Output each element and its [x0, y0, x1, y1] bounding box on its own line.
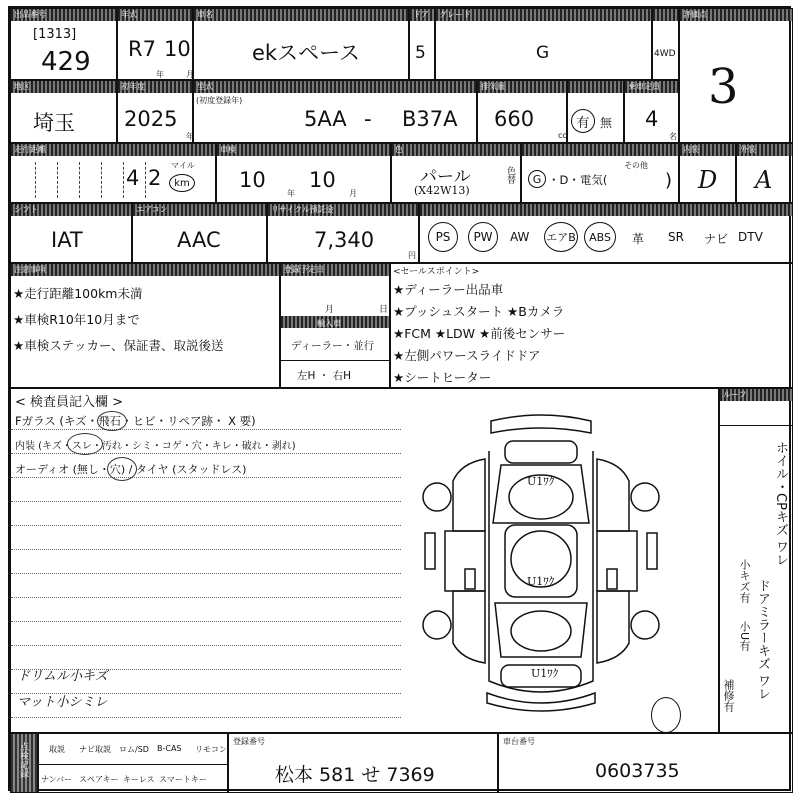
sales-header: <セールスポイント> [393, 267, 480, 277]
recycle-cell: リサイクル預託金 7,340 円 [267, 203, 419, 263]
lot-number: 429 [41, 47, 91, 77]
year-era: R7 [128, 37, 156, 61]
fuel-gasoline-circled: G [528, 170, 546, 188]
drive-type: 4WD [654, 49, 676, 59]
sales-line: ★ディーラー出品車 [393, 282, 504, 297]
displacement: 660 [494, 107, 535, 131]
damage-mark-roof: U1ﾜｸ [527, 575, 555, 588]
shift-cell [10, 203, 132, 263]
recycle-fee: 7,340 [314, 228, 375, 252]
inspector-line-audio: オーディオ (無し・穴) / タイヤ (スタッドレス) [15, 463, 247, 476]
shaken-header: 車検 [217, 144, 390, 156]
footer-inspection-cell [10, 733, 38, 793]
bracket-number: [1313] [33, 27, 77, 42]
color-cell [391, 143, 521, 203]
plate-cell [228, 733, 498, 793]
seats-header: 乗車定員 [625, 81, 678, 93]
notes-header: 注意事項 [11, 264, 279, 276]
year-month: 10 [164, 37, 191, 61]
km-unit-circled: km [169, 174, 195, 192]
color-header: 色 [392, 144, 520, 156]
seats-cell: 乗車定員 4 名 [624, 80, 679, 143]
model-year-cell [117, 8, 193, 80]
prefecture: 埼玉 [33, 111, 75, 135]
ac-header: エアコン [133, 204, 266, 216]
doors-count: 5 [415, 43, 426, 63]
registration-cell: 登録予定日 月 日 輸入車 ディーラー・並行 左H ・ 右H [280, 263, 390, 388]
turbo-cell [567, 80, 624, 143]
model-code-header: 型式 [194, 81, 476, 93]
equip-sunroof: SR [668, 230, 684, 244]
first-reg-header: 初年度 [118, 81, 192, 93]
fuel-other: その他 [624, 161, 648, 170]
shift-value: IAT [51, 228, 83, 252]
recycle-header: リサイクル預託金 [268, 204, 418, 216]
inspection-record-label: 点検記録 [18, 742, 28, 778]
shaken-year: 10 [239, 168, 266, 192]
interior-header: 内装 [680, 144, 735, 156]
mileage-cell [10, 143, 216, 203]
evaluation-score: 3 [708, 59, 739, 115]
model-name-header: 車名 [194, 9, 408, 21]
exterior-score-cell [736, 143, 793, 203]
footer-items-cell: 取説 ナビ取説 ロム/SD B-CAS リモコン ナンバー スペアキー キーレス スマートキー [38, 733, 228, 793]
sales-line: ★シートヒーター [393, 370, 492, 385]
fuel-cell: G ・D・電気( その他 ) [521, 143, 679, 203]
shaken-cell: 車検 10 年 10 月 [216, 143, 391, 203]
equip-pw: PW [468, 222, 498, 252]
mileage-digit-1: 4 [126, 166, 140, 190]
model-year-header: 年式 [118, 9, 192, 21]
import-header: 輸入車 [317, 319, 341, 328]
grade-value: G [536, 43, 550, 63]
note-line: ★車検R10年10月まで [13, 312, 140, 327]
circle-mark-chip [97, 411, 127, 431]
lot-number-cell [10, 8, 117, 80]
interior-score-cell [679, 143, 736, 203]
first-reg-note: (初度登録年) [196, 96, 243, 105]
equip-navi: ナビ [704, 232, 729, 246]
month-suffix: 月 [186, 70, 194, 79]
inspector-line-interior: 内装 (キズ・スレ・汚れ・シミ・コゲ・穴・キレ・破れ・剥れ) [15, 441, 296, 452]
legend-small-scratch: 小キズ有 [738, 559, 751, 603]
legend-wheel: ホイル・CPキズ ワレ [773, 441, 788, 567]
model-code: B37A [402, 107, 458, 131]
mileage-header: 走行距離 [11, 144, 215, 156]
handwritten-note-2: マット小シミレ [17, 695, 108, 710]
shaken-month: 10 [309, 168, 336, 192]
equip-ps: PS [428, 222, 458, 252]
exterior-header: 外装 [737, 144, 792, 156]
displacement-cell [477, 80, 567, 143]
color-code: (X42W13) [414, 184, 470, 197]
first-reg-cell: 初年度 2025 年 [117, 80, 193, 143]
equip-abs: ABS [584, 222, 616, 252]
fuel-options: ・D・電気( [548, 173, 608, 187]
equipment-cell [419, 203, 793, 263]
first-reg-year: 2025 [124, 107, 178, 131]
equip-airbag: エアB [544, 222, 578, 252]
notes-cell [10, 263, 280, 388]
inspector-title: < 検査員記入欄 > [15, 395, 124, 410]
chassis-number: 0603735 [595, 760, 680, 782]
import-type: ディーラー・並行 [291, 340, 375, 352]
damage-mark-rear: U1ﾜｸ [531, 667, 559, 680]
damage-mark-hood: U1ﾜｸ [527, 475, 555, 488]
chassis-label: 車台番号 [503, 737, 535, 746]
circle-mark-scratch [67, 433, 103, 455]
color-name: パール [420, 167, 471, 187]
sales-line: ★プッシュスタート ★Bカメラ [393, 304, 565, 319]
score-header: 評価点 [680, 9, 792, 21]
lot-number-header: 出品番号 [11, 9, 116, 21]
exterior-score: A [755, 166, 773, 194]
shift-header: シフト [11, 204, 131, 216]
drive-cell [652, 8, 679, 80]
roof-header: ルーフ [720, 389, 792, 401]
color-side-label: 色替 [505, 166, 515, 184]
steering-side: 左H ・ 右H [297, 370, 351, 382]
interior-score: D [698, 166, 718, 194]
auction-sheet [8, 6, 791, 791]
doors-header: ドア [410, 9, 434, 21]
circle-mark-hole [107, 457, 137, 481]
grade-cell [435, 8, 652, 80]
legend-repair: 補修有 [722, 679, 735, 712]
equip-aw: AW [510, 230, 530, 244]
legend-mirror: ドアミラーキズ ワレ [755, 579, 770, 701]
grade-header: グレード [436, 9, 651, 21]
prefecture-cell [10, 80, 117, 143]
seats: 4 [645, 107, 659, 131]
equip-leather: 革 [632, 232, 645, 246]
year-suffix: 年 [156, 70, 164, 79]
handwritten-circle [651, 697, 681, 733]
equip-dtv: DTV [738, 230, 763, 244]
ac-cell [132, 203, 267, 263]
prefecture-header: 地区 [11, 81, 116, 93]
model-name-cell [193, 8, 409, 80]
plate-label: 登録番号 [233, 737, 265, 746]
turbo-yes: 有 [571, 109, 595, 133]
model-code-cell: 型式 (初度登録年) 5AA - B37A [193, 80, 477, 143]
handwritten-note-1: ドリムル小キズ [17, 669, 108, 684]
sales-line: ★FCM ★LDW ★前後センサー [393, 326, 566, 341]
inspector-area [10, 388, 719, 733]
roof-legend-cell [719, 388, 793, 733]
mile-label: マイル [171, 161, 195, 170]
model-name: ekスペース [252, 41, 361, 65]
plate-number: 松本 581 せ 7369 [275, 764, 435, 786]
model-code-prefix: 5AA [304, 107, 347, 131]
mileage-digit-2: 2 [148, 166, 162, 190]
legend-small-dent: 小U有 [738, 621, 751, 652]
ac-value: AAC [177, 228, 221, 252]
note-line: ★走行距離100km未満 [13, 286, 143, 301]
sales-line: ★左側パワースライドドア [393, 348, 541, 363]
note-line: ★車検ステッカー、保証書、取説後送 [13, 338, 224, 353]
turbo-no: 無 [600, 116, 613, 130]
chassis-cell [498, 733, 793, 793]
cc-unit: cc [558, 131, 567, 140]
score-cell [679, 8, 793, 143]
inspector-line-glass: Fガラス (キズ・飛石・ヒビ・リペア跡・ X 要) [15, 414, 256, 428]
displacement-header: 排気量 [478, 81, 566, 93]
registration-header: 登録予定日 [281, 264, 389, 276]
doors-cell [409, 8, 435, 80]
sales-points-cell [390, 263, 793, 388]
